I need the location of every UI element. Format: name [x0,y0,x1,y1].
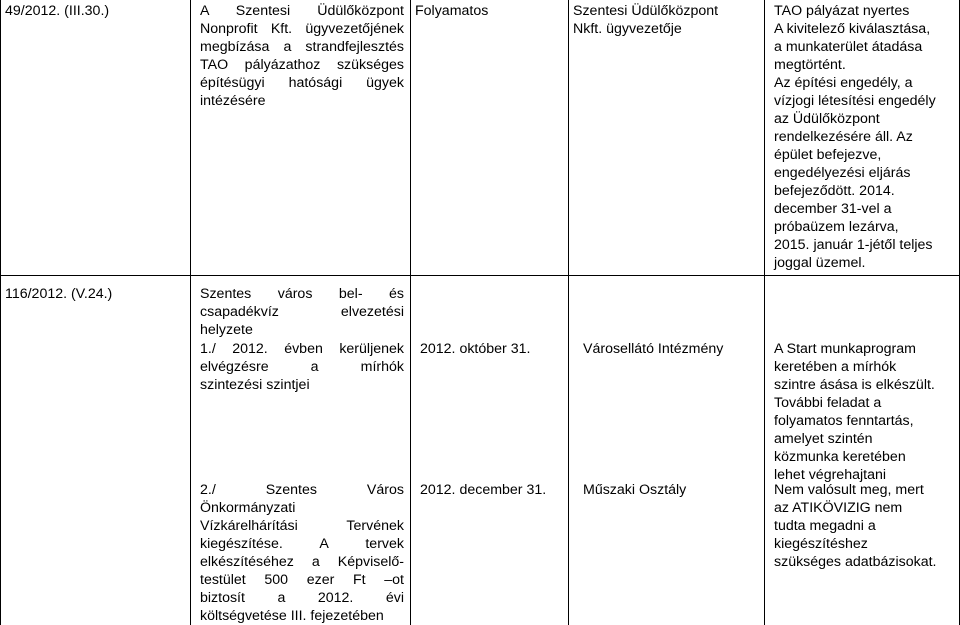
status-report [774,481,957,571]
column-divider [190,0,191,625]
status-line: A Start munkaprogram [774,341,916,357]
subject-line: A Szentesi Üdülőközpont [200,3,404,19]
subject-line: Nonprofit Kft. ügyvezetőjének [200,21,404,37]
resolution-subject-title [200,285,404,339]
subject-line: csapadékvíz elvezetési [200,304,404,320]
resolution-number [5,285,185,303]
status-line: szintre ásása is elkészült. [774,377,935,393]
subject-line: elkészítéséhez a Képviselő- [200,554,404,570]
status-line: TAO pályázat nyertes [774,3,910,19]
status-report [774,340,957,484]
status-line: További feladat a [774,395,882,411]
status-line: A kivitelező kiválasztása, [774,21,931,37]
status-line: épület befejezve, [774,147,882,163]
deadline [420,481,565,499]
status-line: joggal üzemel. [774,255,866,271]
subject-line: megbízása a strandfejlesztés [200,39,404,55]
status-line: engedélyezési eljárás [774,165,911,181]
responsible [583,481,761,499]
deadline-text: Folyamatos [415,3,489,19]
status-line: a munkaterület átadása [774,39,923,55]
status-line: próbaüzem lezárva, [774,219,899,235]
deadline [415,2,565,20]
responsible-text: Városellátó Intézmény [583,341,724,357]
column-divider [410,0,411,625]
deadline-text: 2012. október 31. [420,341,531,357]
status-line: Az építési engedély, a [774,75,913,91]
subject-line: Vízkárelhárítási Tervének [200,518,404,534]
status-line: az Üdülőközpont [774,111,880,127]
responsible [583,340,761,358]
status-line: 2015. január 1-jétől teljes [774,237,933,253]
responsible-text: Műszaki Osztály [583,482,687,498]
status-line: befejeződött. 2014. [774,183,895,199]
status-line: folyamatos fenntartás, [774,413,914,429]
status-line: vízjogi létesítési engedély [774,93,936,109]
resolution-number [5,2,185,20]
status-line: december 31-vel a [774,201,892,217]
responsible-line: Nkft. ügyvezetője [573,21,682,37]
subject-line: helyzete [200,322,253,338]
resolution-subject [200,2,404,110]
subject-line: 2./ Szentes Város [200,482,404,498]
responsible-line: Szentesi Üdülőközpont [573,3,719,19]
column-divider [568,0,569,625]
deadline-text: 2012. december 31. [420,482,547,498]
status-line: szükséges adatbázisokat. [774,554,937,570]
subject-line: építésügyi hatósági ügyek [200,75,404,91]
task-item-subject [200,340,404,394]
subject-line: intézésére [200,93,266,109]
status-line: lehet végrehajtani [774,467,887,483]
status-line: kiegészítéshez [774,536,868,552]
subject-line: biztosít a 2012. évi [200,590,404,606]
subject-line: elvégzésre a mírhók [200,359,404,375]
subject-line: 1./ 2012. évben kerüljenek [200,341,404,357]
task-item-subject [200,481,404,625]
status-line: rendelkezésére áll. Az [774,129,913,145]
status-line: tudta megadni a [774,518,876,534]
resolution-number-text: 116/2012. (V.24.) [5,286,113,302]
subject-line: Szentes város bel- és [200,286,404,302]
table-border-left [0,0,1,625]
subject-line: kiegészítése. A tervek [200,536,404,552]
status-line: megtörtént. [774,57,846,73]
subject-line: testület 500 ezer Ft –ot [200,572,404,588]
subject-line: szintezési szintjei [200,377,310,393]
deadline [420,340,565,358]
subject-line: költségvetése III. fejezetében [200,608,384,624]
status-line: az ATIKÖVIZIG nem [774,500,903,516]
status-line: közmunka keretében [774,449,906,465]
subject-line: Önkormányzati [200,500,296,516]
status-line: amelyet szintén [774,431,873,447]
status-line: keretében a mírhók [774,359,897,375]
subject-line: TAO pályázathoz szükséges [200,57,404,73]
status-line: Nem valósult meg, mert [774,482,924,498]
row-divider [0,275,960,276]
column-divider [764,0,765,625]
responsible [573,2,763,38]
status-report [774,2,957,272]
resolution-number-text: 49/2012. (III.30.) [5,3,110,19]
